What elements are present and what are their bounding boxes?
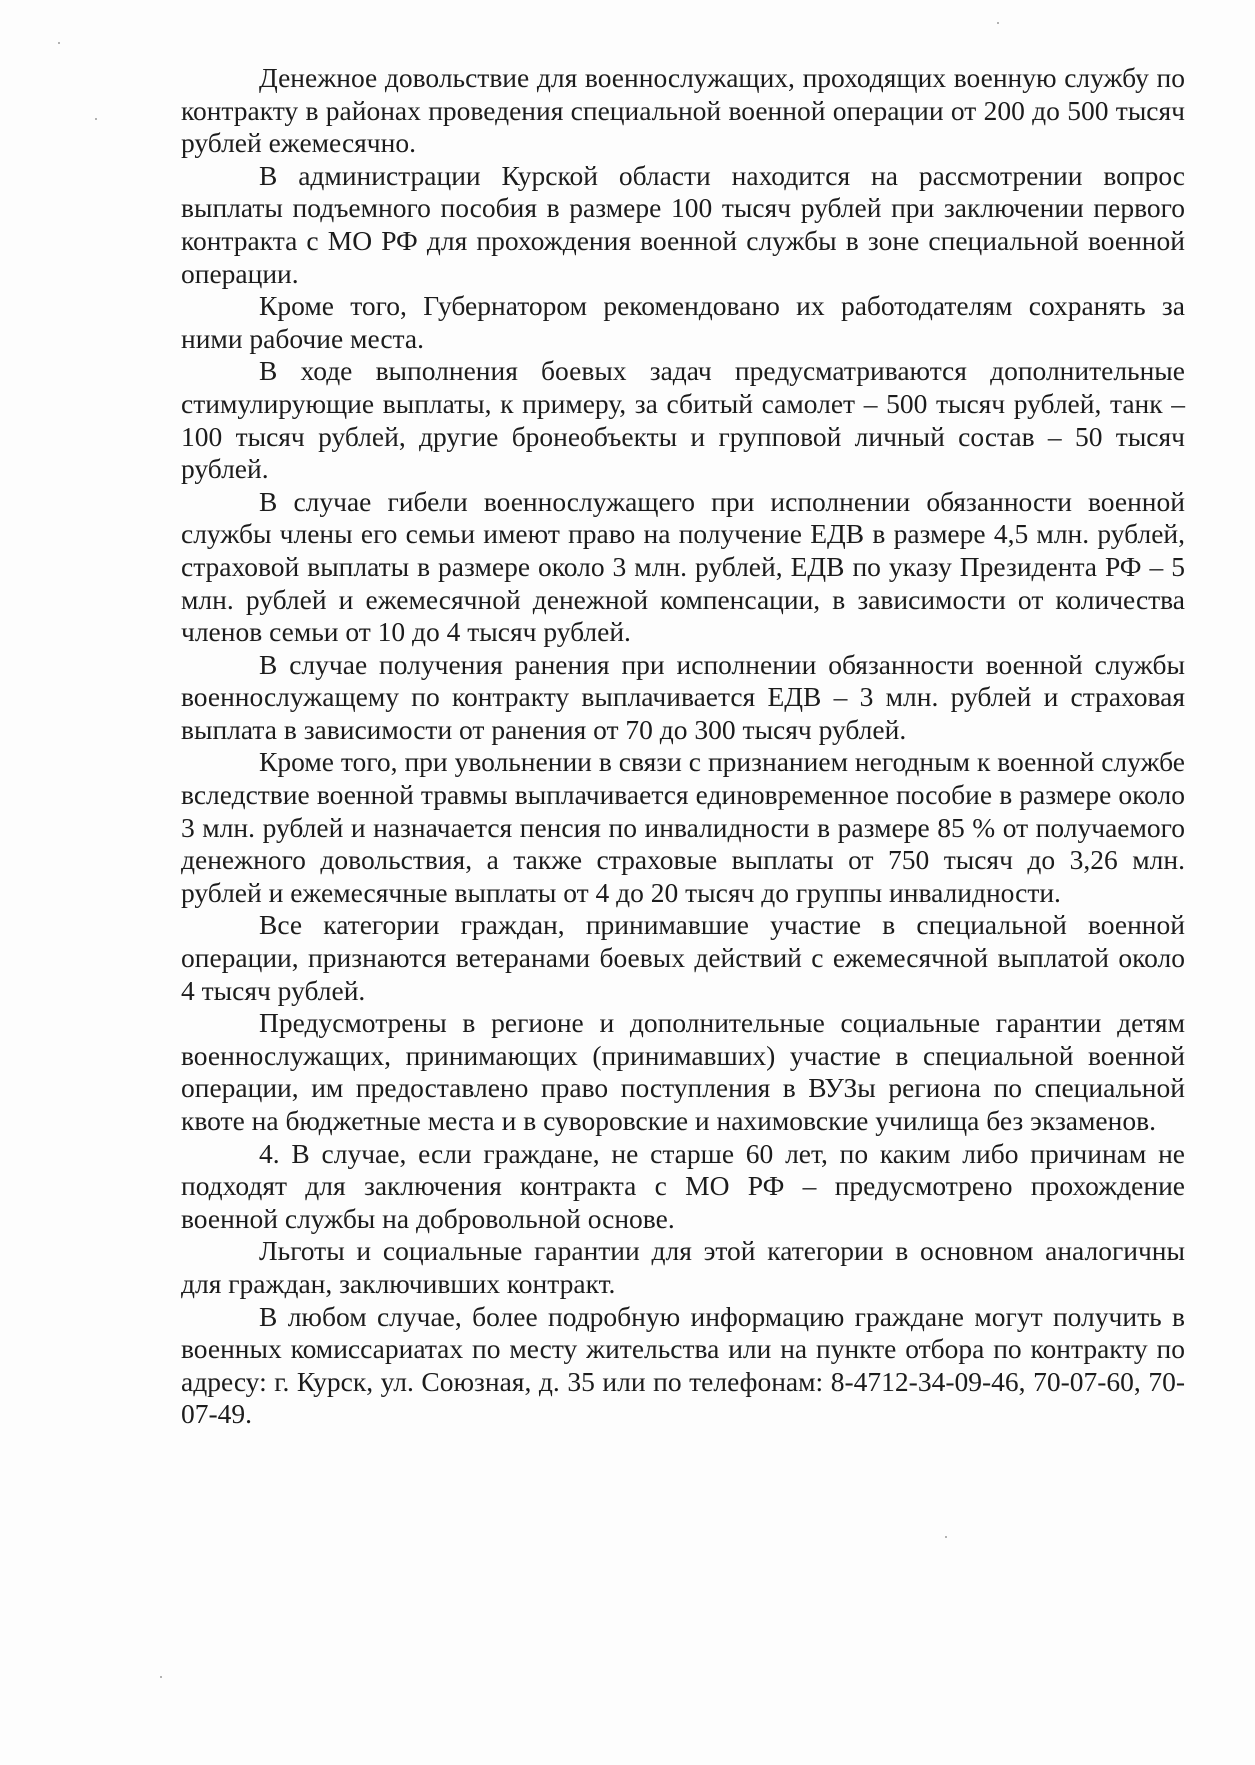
scan-speck [58,42,60,44]
paragraph-workplace: Кроме того, Губернатором рекомендовано их работодателям сохранять за ними рабочие места. [181,290,1185,354]
paragraph-lifting-allowance: В администрации Курской области находится на рассмотрении вопрос выплаты подъемного пособия в размере 100 тысяч рублей при заключении первого контракта с МО РФ для прохождения военной службы в зоне специальной военной операции. [181,159,1185,289]
paragraph-death-payments: В случае гибели военнослужащего при исполнении обязанности военной службы члены его семьи имеют право на получение ЕДВ в размере 4,5 млн. рублей, страховой выплаты в размере около 3 млн. рублей, ЕДВ по указу Президента РФ – 5 млн. рублей и ежемесячной денежной компенсации, в зависимости от количества членов семьи от 10 до 4 тысяч рублей. [181,485,1185,648]
scan-speck [945,1536,947,1538]
document-body [181,62,1185,1431]
scan-speck [95,118,97,120]
scan-speck [160,1676,162,1678]
paragraph-children-guarantees: Предусмотрены в регионе и дополнительные социальные гарантии детям военнослужащих, принимающих (принимавших) участие в специальной военной операции, им предоставлено право поступления в ВУЗы региона по специальной квоте на бюджетные места и в суворовские и нахимовские училища без экзаменов. [181,1007,1185,1136]
paragraph-veterans: Все категории граждан, принимавшие участие в специальной военной операции, признаются ветеранами боевых действий с ежемесячной выплатой около 4 тысяч рублей. [181,909,1185,1006]
paragraph-salary: Денежное довольствие для военнослужащих, проходящих военную службу по контракту в районах проведения специальной военной операции от 200 до 500 тысяч рублей ежемесячно. [181,62,1185,159]
scan-speck [997,22,999,24]
paragraph-combat-bonuses: В ходе выполнения боевых задач предусматриваются дополнительные стимулирующие выплаты, к примеру, за сбитый самолет – 500 тысяч рублей, танк – 100 тысяч рублей, другие бронеобъекты и групповой личный состав – 50 тысяч рублей. [181,355,1185,485]
paragraph-discharge-payments: Кроме того, при увольнении в связи с признанием негодным к военной службе вследствие военной травмы выплачивается единовременное пособие в размере около 3 млн. рублей и назначается пенсия по инвалидности в размере 85 % от получаемого денежного довольствия, а также страховые выплаты от 750 тысяч до 3,26 млн. рублей и ежемесячные выплаты от 4 до 20 тысяч до группы инвалидности. [181,746,1185,908]
paragraph-benefits: Льготы и социальные гарантии для этой категории в основном аналогичны для граждан, заключивших контракт. [181,1235,1185,1299]
paragraph-contact-info: В любом случае, более подробную информацию граждане могут получить в военных комиссариатах по месту жительства или на пункте отбора по контракту по адресу: г. Курск, ул. Союзная, д. 35 или по телефонам: 8-4712-34-09-46, 70-07-60, 70-07-49. [181,1300,1185,1430]
paragraph-volunteer-service: 4. В случае, если граждане, не старше 60 лет, по каким либо причинам не подходят для заключения контракта с МО РФ – предусмотрено прохождение военной службы на добровольной основе. [181,1137,1185,1234]
paragraph-injury-payments: В случае получения ранения при исполнении обязанности военной службы военнослужащему по контракту выплачивается ЕДВ – 3 млн. рублей и страховая выплата в зависимости от ранения от 70 до 300 тысяч рублей. [181,648,1185,745]
